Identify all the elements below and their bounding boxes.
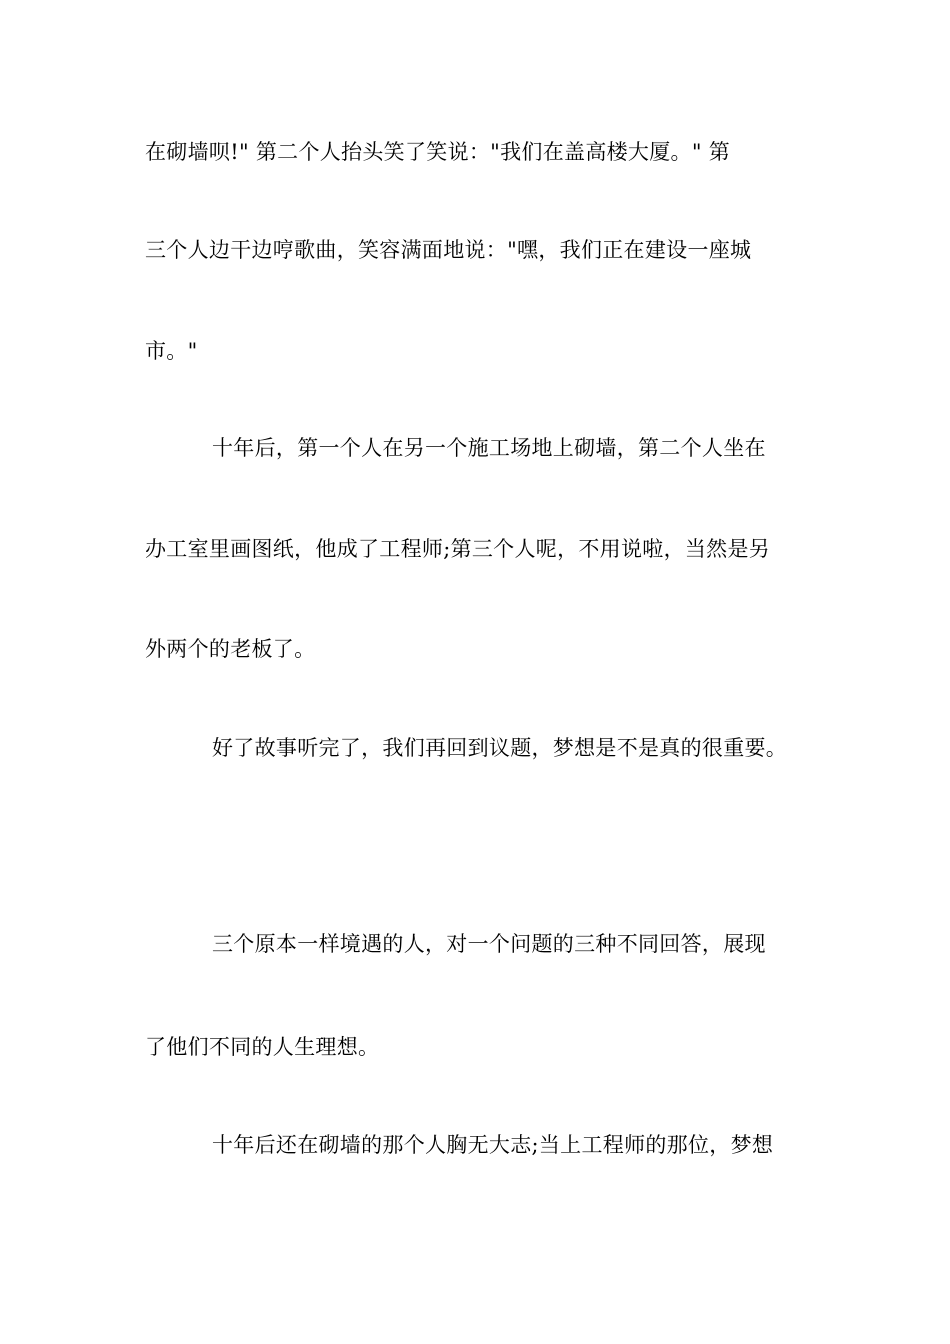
paragraph-start-line-10: 十年后还在砌墙的那个人胸无大志;当上工程师的那位，梦想 (212, 1133, 774, 1157)
text-line-6: 外两个的老板了。 (145, 637, 316, 661)
text-line-2: 三个人边干边哼歌曲，笑容满面地说："嘿，我们正在建设一座城 (145, 238, 752, 262)
paragraph-start-line-7: 好了故事听完了，我们再回到议题，梦想是不是真的很重要。 (212, 736, 788, 760)
text-line-3: 市。" (145, 339, 198, 363)
paragraph-start-line-4: 十年后，第一个人在另一个施工场地上砌墙，第二个人坐在 (212, 436, 766, 460)
text-line-5: 办工室里画图纸，他成了工程师;第三个人呢，不用说啦，当然是另 (145, 537, 771, 561)
text-line-1: 在砌墙呗!" 第二个人抬头笑了笑说："我们在盖高楼大厦。" 第 (145, 140, 731, 164)
paragraph-start-line-8: 三个原本一样境遇的人，对一个问题的三种不同回答，展现 (212, 932, 766, 956)
text-line-9: 了他们不同的人生理想。 (145, 1035, 380, 1059)
